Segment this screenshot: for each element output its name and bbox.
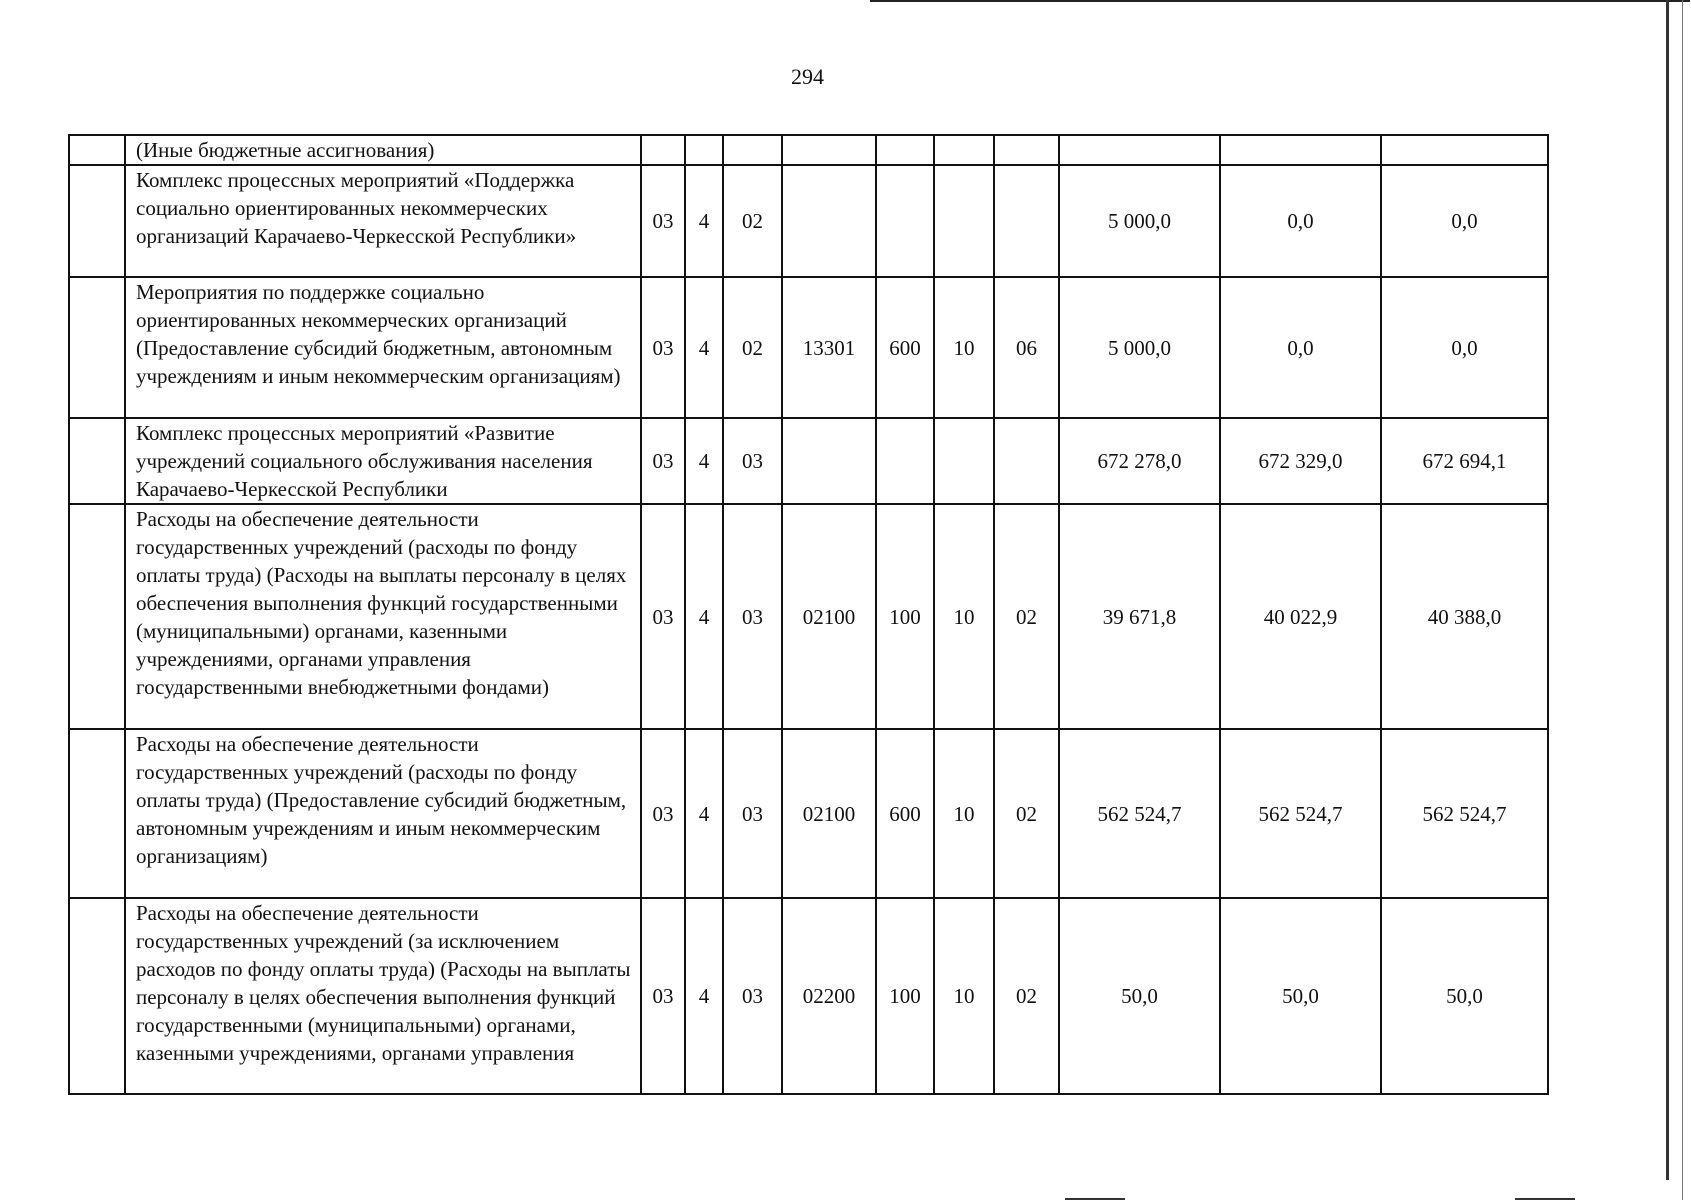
page-number: 294 [791, 64, 824, 89]
amount-cell: 672 329,0 [1220, 418, 1381, 504]
amount-cell: 50,0 [1381, 898, 1548, 1094]
code-cell [994, 165, 1059, 277]
code-cell [876, 135, 934, 165]
code-cell [782, 418, 876, 504]
code-cell: 02100 [782, 504, 876, 729]
code-cell [934, 135, 994, 165]
code-cell: 03 [723, 729, 782, 898]
code-cell: 03 [723, 504, 782, 729]
code-cell: 03 [641, 277, 685, 418]
code-cell: 4 [685, 165, 723, 277]
row-number-cell [69, 418, 125, 504]
code-cell [994, 418, 1059, 504]
table-row [69, 135, 1548, 165]
code-cell [641, 135, 685, 165]
row-number-cell [69, 277, 125, 418]
row-number-cell [69, 504, 125, 729]
scan-edge-right-thin [1682, 0, 1683, 1200]
table-row [69, 898, 1548, 1094]
code-cell: 03 [641, 504, 685, 729]
code-cell [782, 165, 876, 277]
code-cell: 02 [994, 504, 1059, 729]
code-cell: 10 [934, 504, 994, 729]
amount-cell: 562 524,7 [1220, 729, 1381, 898]
code-cell: 600 [876, 277, 934, 418]
code-cell: 4 [685, 277, 723, 418]
amount-cell: 672 278,0 [1059, 418, 1220, 504]
code-cell: 03 [723, 418, 782, 504]
code-cell: 02200 [782, 898, 876, 1094]
table-row [69, 729, 1548, 898]
code-cell: 600 [876, 729, 934, 898]
amount-cell: 40 022,9 [1220, 504, 1381, 729]
description-cell: Комплекс процессных мероприятий «Развитие учреждений социального обслуживания населения Карачаево-Черкесской Республики [125, 418, 641, 504]
description-cell: Расходы на обеспечение деятельности государственных учреждений (расходы по фонду оплаты труда) (Предоставление субсидий бюджетным, автономным учреждениям и иным некоммерческим организациям) [125, 729, 641, 898]
code-cell: 02 [994, 729, 1059, 898]
table-row [69, 277, 1548, 418]
code-cell [685, 135, 723, 165]
amount-cell: 50,0 [1220, 898, 1381, 1094]
amount-cell: 0,0 [1381, 165, 1548, 277]
code-cell [934, 418, 994, 504]
code-cell: 10 [934, 729, 994, 898]
code-cell: 02 [723, 277, 782, 418]
code-cell: 03 [641, 418, 685, 504]
table-row [69, 165, 1548, 277]
row-number-cell [69, 165, 125, 277]
code-cell: 4 [685, 898, 723, 1094]
code-cell [876, 165, 934, 277]
code-cell: 10 [934, 277, 994, 418]
code-cell: 4 [685, 418, 723, 504]
amount-cell: 5 000,0 [1059, 165, 1220, 277]
amount-cell: 562 524,7 [1381, 729, 1548, 898]
amount-cell: 562 524,7 [1059, 729, 1220, 898]
code-cell: 02 [723, 165, 782, 277]
code-cell: 100 [876, 898, 934, 1094]
code-cell: 03 [641, 898, 685, 1094]
code-cell: 02 [994, 898, 1059, 1094]
code-cell [723, 135, 782, 165]
description-cell: Расходы на обеспечение деятельности государственных учреждений (за исключением расходов по фонду оплаты труда) (Расходы на выплаты персоналу в целях обеспечения выполнения функций государственными (муниципальными) органами, казенными учреждениями, органами управления [125, 898, 641, 1094]
scan-edge-top [870, 0, 1690, 2]
code-cell: 03 [723, 898, 782, 1094]
code-cell: 100 [876, 504, 934, 729]
budget-table [68, 134, 1549, 1095]
amount-cell: 39 671,8 [1059, 504, 1220, 729]
scan-edge-right [1666, 0, 1669, 1180]
amount-cell: 672 694,1 [1381, 418, 1548, 504]
description-cell: Мероприятия по поддержке социально ориентированных некоммерческих организаций (Предоставление субсидий бюджетным, автономным учреждениям и иным некоммерческим организациям) [125, 277, 641, 418]
code-cell [934, 165, 994, 277]
table-row [69, 504, 1548, 729]
code-cell: 06 [994, 277, 1059, 418]
amount-cell [1381, 135, 1548, 165]
code-cell: 13301 [782, 277, 876, 418]
amount-cell: 0,0 [1381, 277, 1548, 418]
code-cell [994, 135, 1059, 165]
code-cell: 03 [641, 165, 685, 277]
amount-cell: 0,0 [1220, 277, 1381, 418]
row-number-cell [69, 898, 125, 1094]
row-number-cell [69, 135, 125, 165]
description-cell: (Иные бюджетные ассигнования) [125, 135, 641, 165]
description-cell: Комплекс процессных мероприятий «Поддержка социально ориентированных некоммерческих организаций Карачаево-Черкесской Республики» [125, 165, 641, 277]
amount-cell: 50,0 [1059, 898, 1220, 1094]
amount-cell [1059, 135, 1220, 165]
code-cell: 4 [685, 504, 723, 729]
code-cell: 03 [641, 729, 685, 898]
code-cell: 10 [934, 898, 994, 1094]
amount-cell: 5 000,0 [1059, 277, 1220, 418]
code-cell: 02100 [782, 729, 876, 898]
code-cell [876, 418, 934, 504]
row-number-cell [69, 729, 125, 898]
amount-cell: 0,0 [1220, 165, 1381, 277]
amount-cell: 40 388,0 [1381, 504, 1548, 729]
code-cell [782, 135, 876, 165]
amount-cell [1220, 135, 1381, 165]
code-cell: 4 [685, 729, 723, 898]
description-cell: Расходы на обеспечение деятельности государственных учреждений (расходы по фонду оплаты труда) (Расходы на выплаты персоналу в целях обеспечения выполнения функций государственными (муниципальными) органами, казенными учреждениями, органами управления государственными внебюджетными фондами) [125, 504, 641, 729]
table-row [69, 418, 1548, 504]
